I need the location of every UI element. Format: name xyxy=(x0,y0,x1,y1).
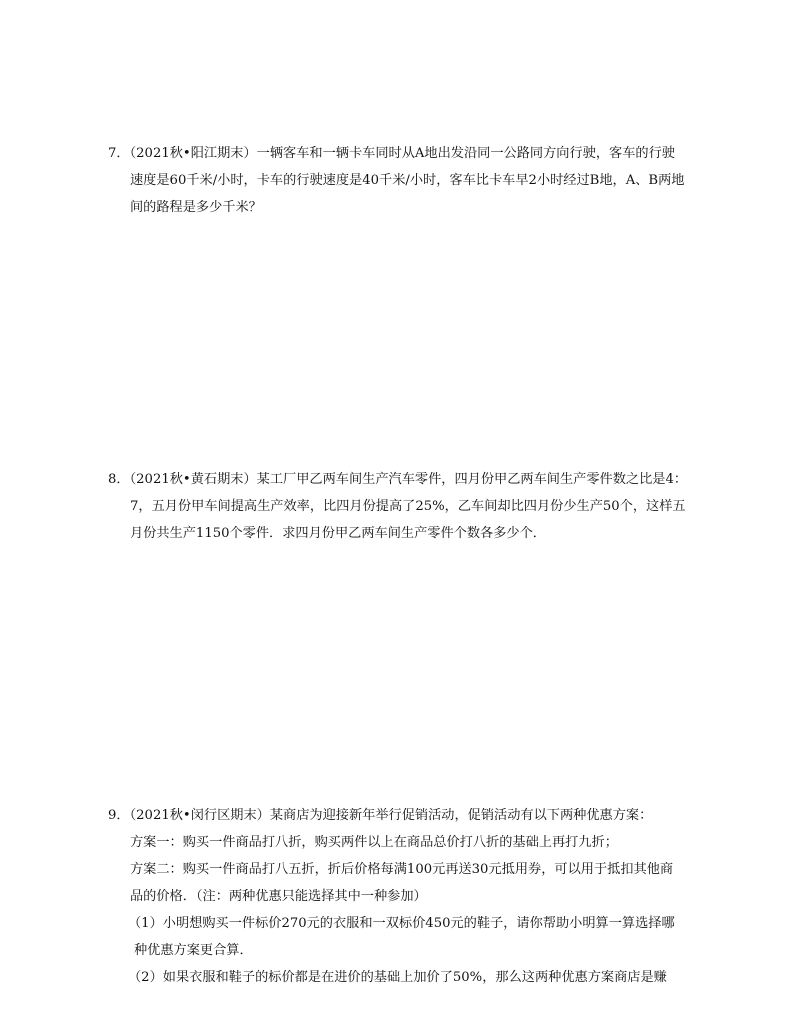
problem-8-line-3: 月份共生产1150个零件．求四月份甲乙两车间生产零件个数各多少个． xyxy=(130,526,546,541)
problem-9-line-1: 9．（2021秋•闵行区期末）某商店为迎接新年举行促销活动，促销活动有以下两种优惠方案： xyxy=(108,808,653,823)
problem-7-line-2: 速度是60千米/小时，卡车的行驶速度是40千米/小时，客车比卡车早2小时经过B地，A、B两地 xyxy=(130,173,685,188)
problem-9-question-1: （1）小明想购买一件标价270元的衣服和一双标价450元的鞋子，请你帮助小明算一算选择哪 xyxy=(128,916,675,931)
problem-9-question-2: （2）如果衣服和鞋子的标价都是在进价的基础上加价了50%，那么这两种优惠方案商店是赚 xyxy=(128,970,667,985)
problem-8-line-2: 7，五月份甲车间提高生产效率，比四月份提高了25%，乙车间却比四月份少生产50个，这样五 xyxy=(130,499,686,514)
problem-7 xyxy=(108,140,698,221)
problem-9-plan-2: 方案二：购买一件商品打八五折，折后价格每满100元再送30元抵用券，可以用于抵扣其他商 xyxy=(130,862,674,877)
problem-8-line-1: 8．（2021秋•黄石期末）某工厂甲乙两车间生产汽车零件，四月份甲乙两车间生产零件数之比是4： xyxy=(108,472,688,487)
problem-7-line-1: 7．（2021秋•阳江期末）一辆客车和一辆卡车同时从A地出发沿同一公路同方向行驶，客车的行驶 xyxy=(108,146,675,161)
problem-9-question-1-cont: 种优惠方案更合算． xyxy=(134,943,253,958)
problem-8 xyxy=(108,466,698,547)
problem-9-plan-2-cont: 品的价格．（注：两种优惠只能选择其中一种参加） xyxy=(130,889,427,904)
problem-9-plan-1: 方案一：购买一件商品打八折，购买两件以上在商品总价打八折的基础上再打九折； xyxy=(130,835,618,850)
problem-9 xyxy=(108,802,698,991)
problem-7-line-3: 间的路程是多少千米？ xyxy=(130,200,262,215)
